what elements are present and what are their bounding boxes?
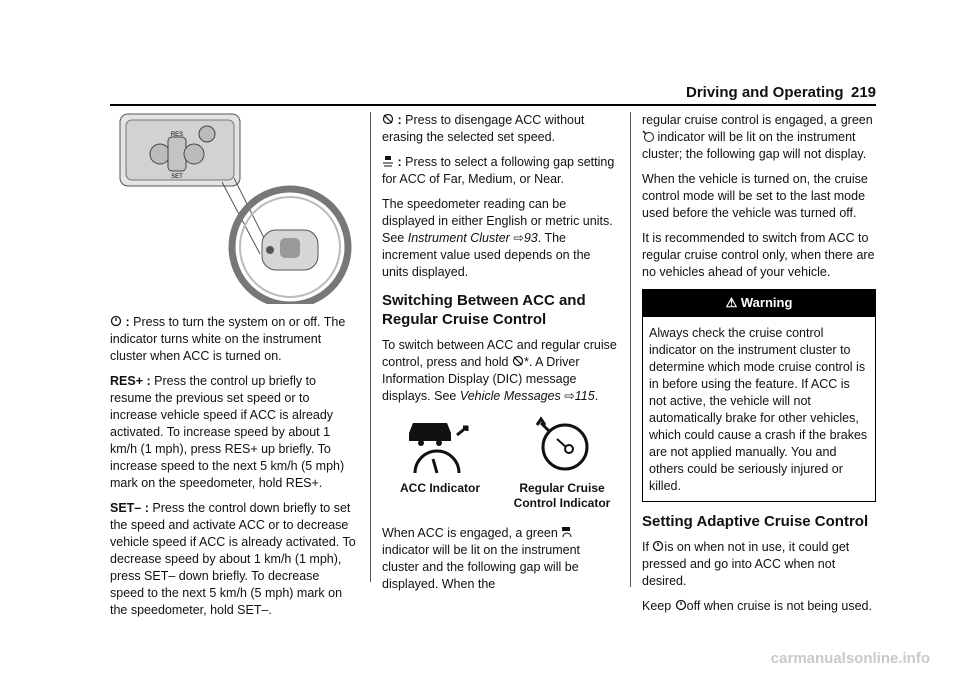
acc-indicator-small-icon xyxy=(561,526,573,538)
text: is on when not in use, it could get pressed and go into ACC when not desired. xyxy=(642,540,850,588)
paragraph-regular-engaged xyxy=(642,112,876,163)
warning-title: Warning xyxy=(740,295,793,310)
text: indicator will be lit on the instrument cluster; the following gap will not display. xyxy=(642,130,867,161)
acc-indicator xyxy=(382,415,498,511)
text: To switch between ACC and regular cruise control, press and hold xyxy=(382,338,617,369)
vehicle-messages-link[interactable]: Vehicle Messages xyxy=(459,389,561,403)
paragraph-res xyxy=(110,373,356,492)
section-title: Driving and Operating xyxy=(686,84,844,101)
page-ref[interactable]: 93 xyxy=(523,231,538,245)
cancel-cruise-icon xyxy=(512,355,524,367)
paragraph-recommend: It is recommended to switch from ACC to regular cruise control only, when there are no vehicles ahead of your vehicle. xyxy=(642,231,875,279)
cruise-control-on-off-icon xyxy=(675,599,687,611)
text: When ACC is engaged, a green xyxy=(382,526,562,540)
ref-arrow-icon: ⇨ xyxy=(564,389,575,403)
paragraph-on-off xyxy=(110,314,356,365)
paragraph-keep-off xyxy=(642,598,876,615)
text: If xyxy=(642,540,653,554)
regular-cruise-indicator xyxy=(504,415,620,511)
instrument-cluster-link[interactable]: Instrument Cluster xyxy=(407,231,510,245)
paragraph-cancel xyxy=(382,112,620,146)
text: . The increment value used depends on the units displayed. xyxy=(382,231,591,279)
label: : xyxy=(397,113,402,127)
paragraph-last-mode: When the vehicle is turned on, the cruise control mode will be set to the last mode used before the vehicle was turned off. xyxy=(642,172,868,220)
warning-text: Always check the cruise control indicator on the instrument cluster to determine which mode cruise control is in before using the feature. If ACC is not active, the vehicle will not automatically brake for other vehicles, which could cause a crash if the brakes are not applied manually. You and others could be seriously injured or killed. xyxy=(649,326,868,493)
text: regular cruise control is engaged, a green xyxy=(642,113,873,127)
indicator-label: ACC Indicator xyxy=(399,481,480,495)
set-label: SET xyxy=(171,174,183,180)
text: Press to turn the system on or off. The indicator turns white on the instrument cluster when ACC is turned on. xyxy=(110,315,346,363)
indicator-figures xyxy=(382,415,620,511)
warning-header xyxy=(643,290,875,317)
column-3 xyxy=(642,112,876,623)
paragraph-acc-engaged xyxy=(382,525,620,593)
text: Press to disengage ACC without erasing the selected set speed. xyxy=(382,113,585,144)
paragraph-if-on xyxy=(642,539,876,590)
ref-arrow-icon: ⇨ xyxy=(513,231,524,245)
text: Press to select a following gap setting for ACC of Far, Medium, or Near. xyxy=(382,155,615,186)
following-gap-icon xyxy=(382,155,394,167)
column-1 xyxy=(110,112,356,627)
section-heading: Setting Adaptive Cruise Control xyxy=(642,513,869,530)
text: The speedometer reading can be displayed in either English or metric units. See xyxy=(382,197,613,245)
label: : xyxy=(397,155,402,169)
regular-cruise-indicator-icon xyxy=(527,415,597,477)
text: . xyxy=(594,389,599,403)
footer-watermark[interactable]: carmanualsonline.info xyxy=(770,650,930,667)
header-rule xyxy=(110,104,876,106)
warning-icon: ⚠ xyxy=(725,295,738,310)
label: RES+ : xyxy=(110,374,151,388)
res-label: RES xyxy=(170,132,184,138)
page-number: 219 xyxy=(851,84,877,101)
cancel-cruise-icon xyxy=(382,113,394,125)
paragraph-switching xyxy=(382,337,620,405)
column-divider xyxy=(370,112,371,582)
label: : xyxy=(125,315,130,329)
cruise-control-on-off-icon xyxy=(652,540,664,552)
text: indicator will be lit on the instrument cluster and the following gap will be displayed. When the xyxy=(382,543,581,591)
column-divider xyxy=(630,112,631,587)
paragraph-speedometer xyxy=(382,196,620,281)
label: SET– : xyxy=(110,501,149,515)
acc-indicator-icon xyxy=(405,415,475,477)
text: Keep xyxy=(642,599,675,613)
paragraph-gap xyxy=(382,154,620,188)
text: *. A Driver Information Display (DIC) message displays. See xyxy=(382,355,580,403)
steering-wheel-controls-figure xyxy=(110,112,356,304)
indicator-label: Regular Cruise Control Indicator xyxy=(513,481,611,510)
section-heading: Switching Between ACC and Regular Cruise Control xyxy=(382,292,586,328)
paragraph-set xyxy=(110,500,356,619)
regular-cruise-small-icon xyxy=(642,130,654,142)
text: Press the control down briefly to set the speed and activate ACC or to decrease vehicle speed if ACC is already activated. To decrease speed by about 1 km/h (1 mph), press SET– down briefly. To decrease speed to the next 5 km/h (5 mph) mark on the speedometer, hold SET–. xyxy=(110,501,356,617)
warning-box xyxy=(642,289,876,502)
column-2 xyxy=(382,112,620,601)
page-ref[interactable]: 115 xyxy=(574,389,595,403)
text: off when cruise is not being used. xyxy=(686,599,872,613)
text: Press the control up briefly to resume the previous set speed or to increase vehicle speed if ACC is already activated. To increase speed by about 1 km/h (1 mph), press RES+ up briefly. To increase speed to the next 5 km/h (5 mph) mark on the speedometer, hold RES+. xyxy=(110,374,345,490)
cruise-control-on-off-icon xyxy=(110,315,122,327)
page-header xyxy=(0,82,960,106)
